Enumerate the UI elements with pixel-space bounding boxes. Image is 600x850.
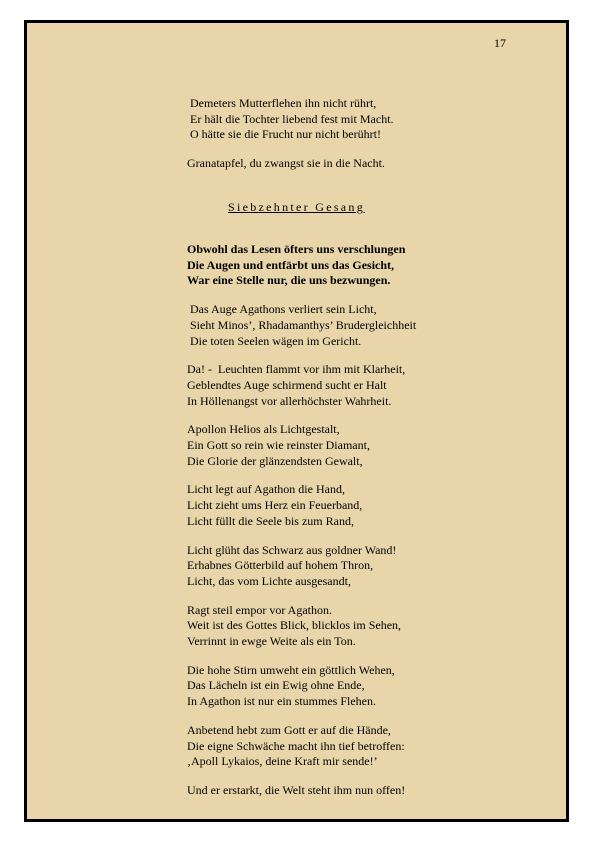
poem-line: Demeters Mutterflehen ihn nicht rührt,	[187, 96, 377, 110]
stanza	[187, 783, 547, 799]
poem-line: Ragt steil empor vor Agathon.	[187, 602, 332, 617]
poem-line: Licht füllt die Seele bis zum Rand,	[187, 513, 354, 528]
poem-line: Licht zieht ums Herz ein Feuerband,	[187, 498, 363, 513]
poem-line: O hätte sie die Frucht nur nicht berührt!	[187, 127, 381, 142]
stanza	[187, 603, 547, 650]
section-heading: Siebzehnter Gesang	[227, 200, 366, 214]
poem-line: In Agathon ist nur ein stummes Flehen.	[187, 694, 376, 709]
poem-line: Licht glüht das Schwarz aus goldner Wand!	[187, 542, 397, 557]
stanza	[187, 422, 547, 469]
page-frame	[24, 20, 569, 822]
poem-line: Das Lächeln ist ein Ewig ohne Ende,	[187, 678, 365, 693]
poem-line: Die Augen und entfärbt uns das Gesicht,	[187, 257, 395, 272]
stanza	[187, 663, 547, 710]
poem-line: Geblendtes Auge schirmend sucht er Halt	[187, 377, 387, 392]
poem-line: Das Auge Agathons verliert sein Licht,	[187, 302, 377, 317]
poem-line: Erhabnes Götterbild auf hohem Thron,	[187, 558, 374, 573]
poem-line: Anbetend hebt zum Gott er auf die Hände,	[187, 722, 391, 737]
poem-line: Obwohl das Lesen öfters uns verschlungen	[187, 242, 406, 256]
page-number: 17	[494, 36, 506, 50]
poem-line: Licht, das vom Lichte ausgesandt,	[187, 573, 351, 588]
stanza	[187, 362, 547, 409]
poem-line: Verrinnt in ewge Weite als ein Ton.	[187, 634, 356, 649]
stanza	[187, 96, 547, 143]
stanza	[187, 723, 547, 770]
poem-line: Die eigne Schwäche macht ihn tief betroffen:	[187, 738, 405, 753]
poem-line: Licht legt auf Agathon die Hand,	[187, 482, 345, 497]
poem-line: Apollon Helios als Lichtgestalt,	[187, 422, 340, 437]
poem-body	[187, 96, 547, 185]
poem-line: Und er erstarkt, die Welt steht ihm nun offen!	[187, 782, 406, 797]
poem-line: ‚Apoll Lykaios, deine Kraft mir sende!’	[187, 754, 378, 769]
poem-line: In Höllenangst vor allerhöchster Wahrheit.	[187, 393, 392, 408]
poem-line: Die toten Seelen wägen im Gericht.	[187, 333, 362, 348]
poem-line: Die Glorie der glänzendsten Gewalt,	[187, 453, 363, 468]
poem-line: Er hält die Tochter liebend fest mit Macht.	[187, 111, 394, 126]
stanza	[187, 543, 547, 590]
poem-line: Sieht Minos’, Rhadamanthys’ Brudergleichheit	[187, 317, 417, 332]
poem-line: War eine Stelle nur, die uns bezwungen.	[187, 273, 391, 288]
poem-line: Weit ist des Gottes Blick, blicklos im Sehen,	[187, 618, 402, 633]
stanza-bold	[187, 242, 547, 289]
poem-line: Granatapfel, du zwangst sie in die Nacht.	[187, 156, 385, 171]
stanza	[187, 482, 547, 529]
poem-body-continued	[187, 242, 547, 812]
stanza	[187, 156, 547, 172]
poem-line: Ein Gott so rein wie reinster Diamant,	[187, 438, 370, 453]
stanza	[187, 302, 547, 349]
poem-line: Die hohe Stirn umweht ein göttlich Wehen,	[187, 662, 395, 677]
poem-line: Da! - Leuchten flammt vor ihm mit Klarheit,	[187, 362, 406, 377]
